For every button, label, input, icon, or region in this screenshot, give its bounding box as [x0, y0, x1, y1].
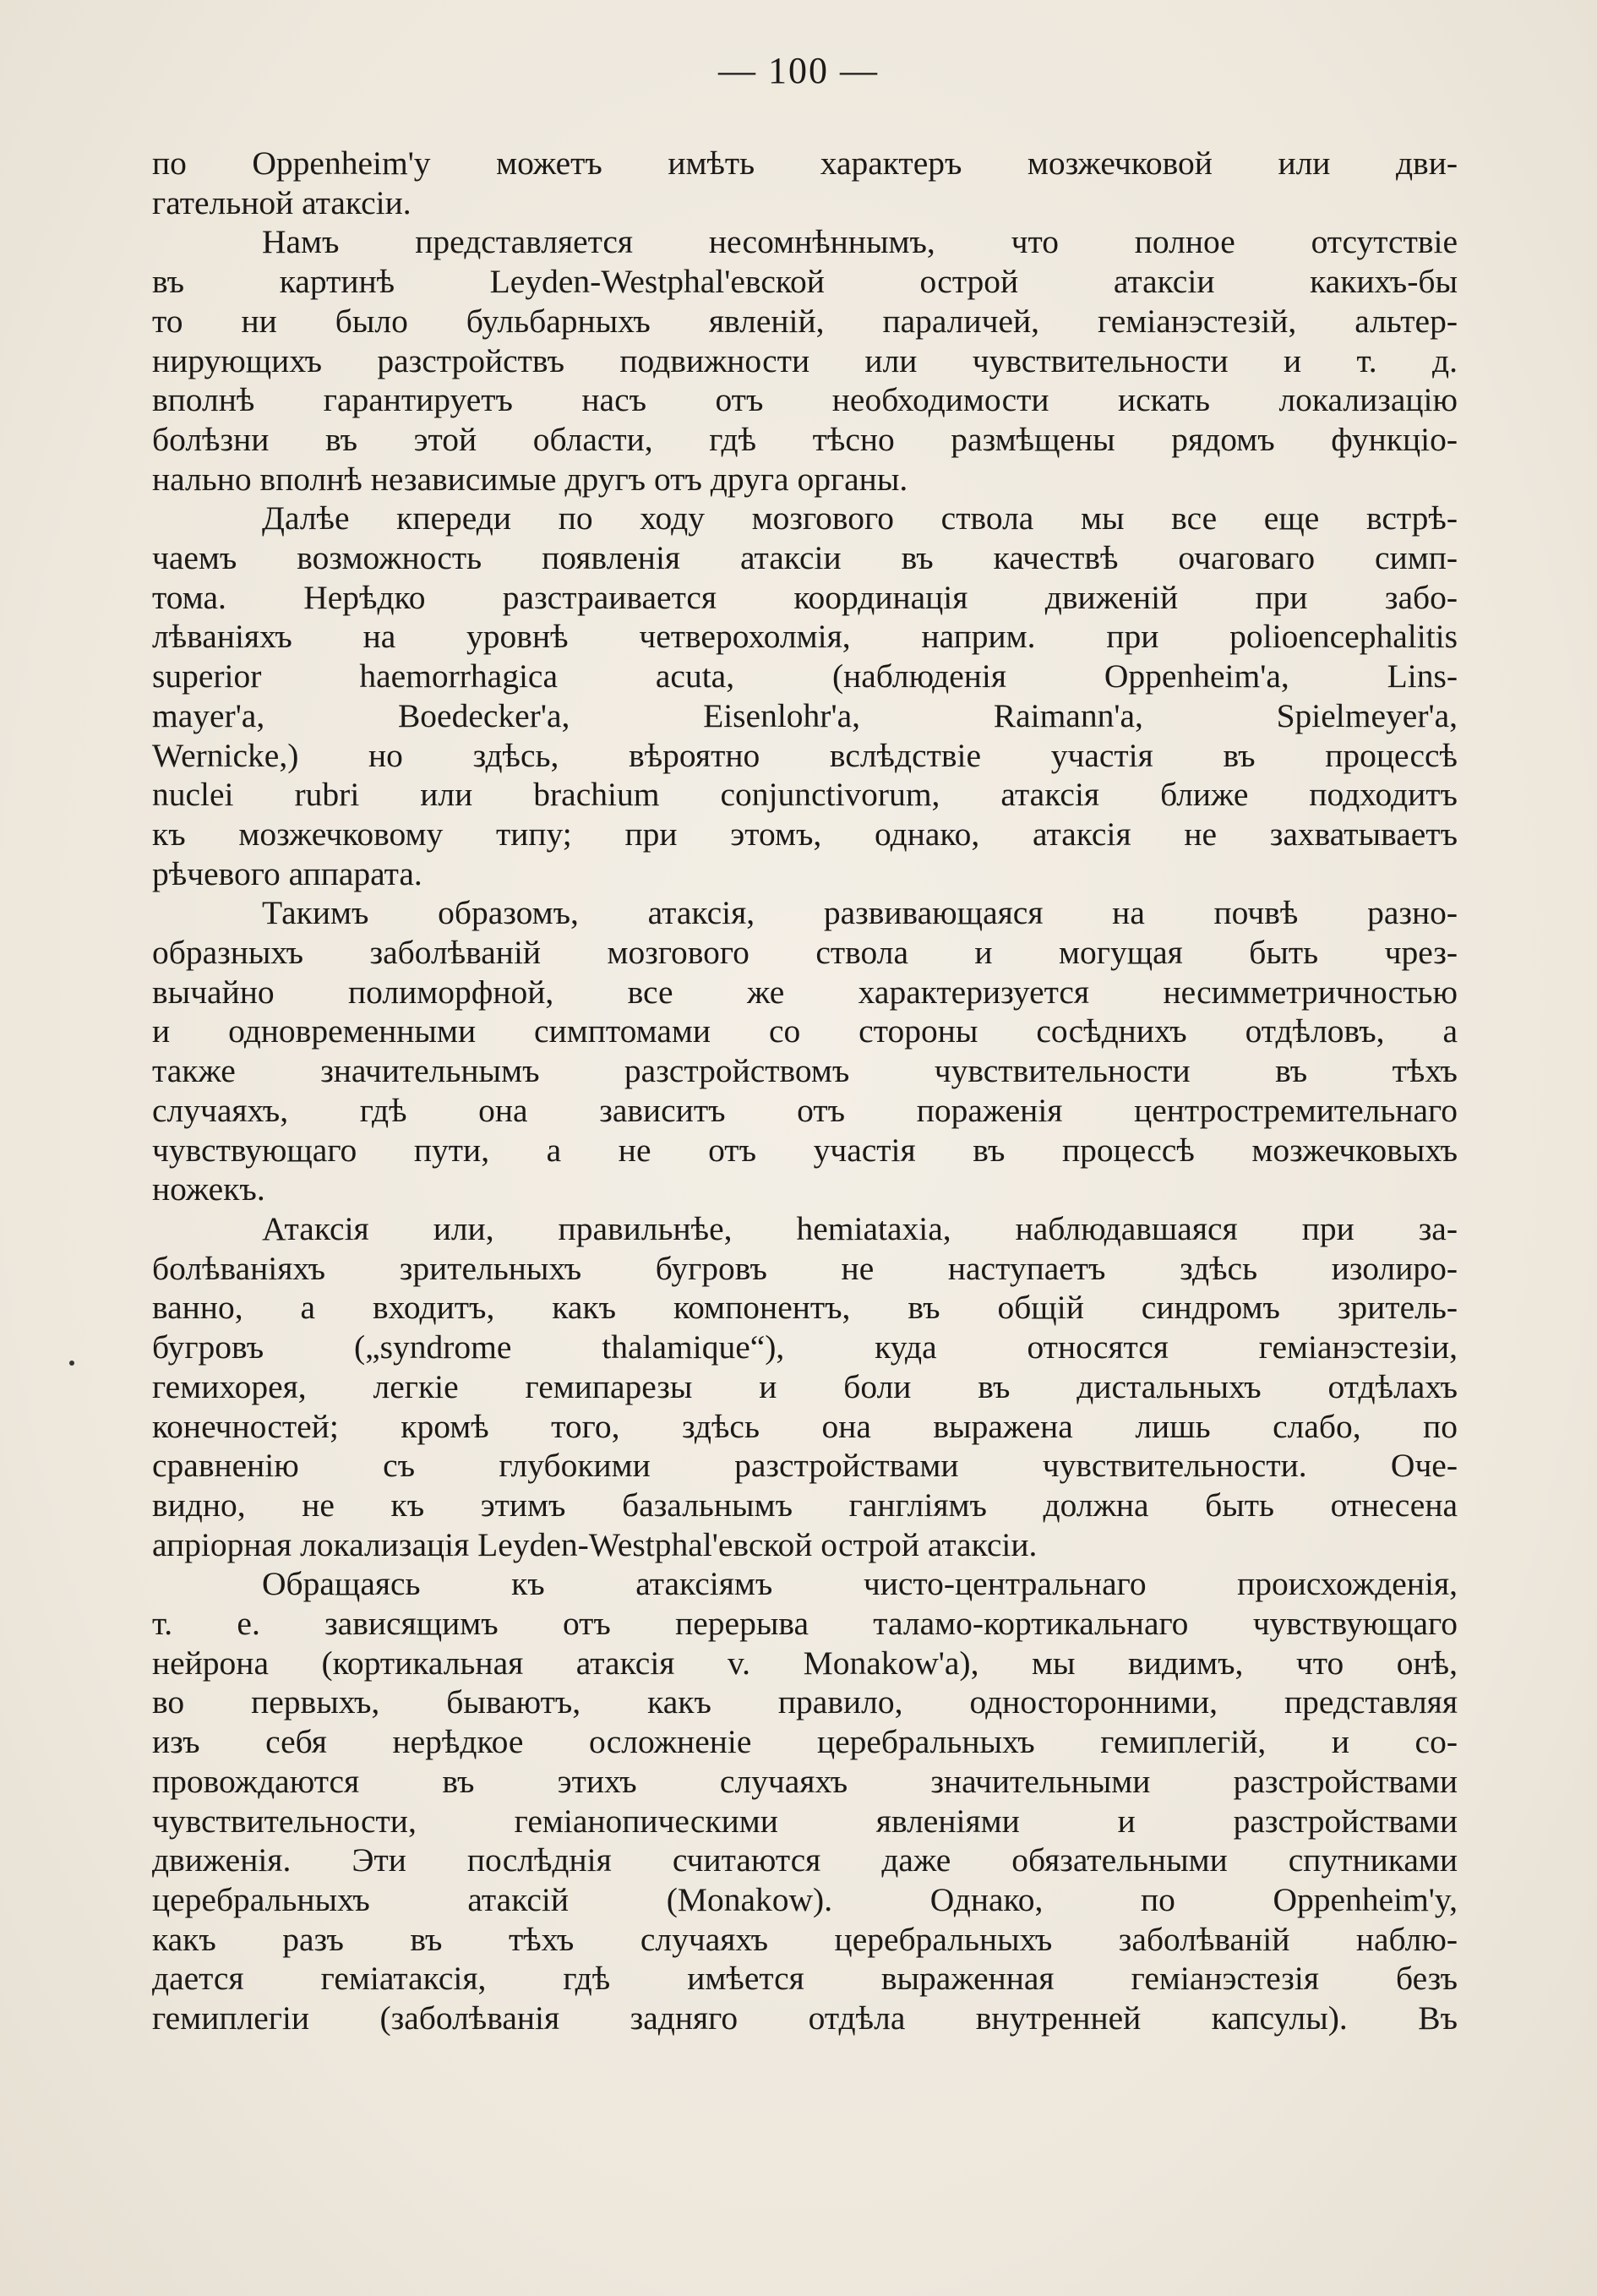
text-line: также значительнымъ разстройствомъ чувствительности въ тѣхъ	[152, 1052, 1458, 1090]
text-line: болѣваніяхъ зрительныхъ бугровъ не наступаетъ здѣсь изолиро-	[152, 1249, 1458, 1287]
text-line: чувствующаго пути, а не отъ участія въ процессѣ мозжечковыхъ	[152, 1131, 1458, 1169]
text-line: nuclei rubri или brachium conjunctivorum, атаксія ближе подходитъ	[152, 776, 1458, 814]
text-line: нирующихъ разстройствъ подвижности или чувствительности и т. д.	[152, 341, 1458, 379]
text-line: гательной атаксіи.	[152, 183, 412, 221]
text-line: рѣчевого аппарата.	[152, 854, 422, 892]
text-line: случаяхъ, гдѣ она зависитъ отъ пораженія центростремительнаго	[152, 1091, 1458, 1129]
text-line: и одновременными симптомами со стороны сосѣднихъ отдѣловъ, а	[152, 1012, 1458, 1050]
text-line: провождаются въ этихъ случаяхъ значительными разстройствами	[152, 1762, 1458, 1800]
text-line: движенія. Эти послѣднія считаются даже обязательными спутниками	[152, 1841, 1458, 1879]
text-line: къ мозжечковому типу; при этомъ, однако, атаксія не захватываетъ	[152, 815, 1458, 853]
page-number: — 100 —	[718, 50, 879, 91]
print-speck	[69, 1361, 74, 1366]
text-line: чаемъ возможность появленія атаксіи въ качествѣ очаговаго симп-	[152, 539, 1458, 577]
text-line: т. е. зависящимъ отъ перерыва таламо-кортикальнаго чувствующаго	[152, 1605, 1458, 1643]
text-line: изъ себя нерѣдкое осложненіе церебральныхъ гемиплегій, и со-	[152, 1723, 1458, 1761]
text-line: то ни было бульбарныхъ явленій, параличей, геміанэстезій, альтер-	[152, 302, 1458, 340]
text-line: образныхъ заболѣваній мозгового ствола и могущая быть чрез-	[152, 934, 1458, 972]
text-line: лѣваніяхъ на уровнѣ четверохолмія, наприм. при polioencephalitis	[152, 618, 1458, 656]
text-line: гемихорея, легкіе гемипарезы и боли въ дистальныхъ отдѣлахъ	[152, 1367, 1458, 1405]
text-line: Обращаясь къ атаксіямъ чисто-центральнаго происхожденія,	[262, 1565, 1458, 1603]
text-line: нально вполнѣ независимые другъ отъ друга органы.	[152, 460, 908, 498]
text-line: ванно, а входитъ, какъ компонентъ, въ общій синдромъ зритель-	[152, 1289, 1458, 1327]
text-line: ножекъ.	[152, 1170, 265, 1208]
text-line: нейрона (кортикальная атаксія v. Monakow'a), мы видимъ, что онѣ,	[152, 1644, 1458, 1682]
text-line: по Oppenheim'y можетъ имѣть характеръ мозжечковой или дви-	[152, 145, 1458, 182]
text-line: Намъ представляется несомнѣннымъ, что полное отсутствіе	[262, 223, 1458, 261]
body-text	[152, 144, 1458, 2038]
text-line: Такимъ образомъ, атаксія, развивающаяся на почвѣ разно-	[262, 894, 1458, 932]
text-line: болѣзни въ этой области, гдѣ тѣсно размѣщены рядомъ функціо-	[152, 420, 1458, 458]
text-line: гемиплегіи (заболѣванія задняго отдѣла внутренней капсулы). Въ	[152, 1999, 1458, 2037]
text-line: видно, не къ этимъ базальнымъ гангліямъ должна быть отнесена	[152, 1486, 1458, 1524]
text-line: superior haemorrhagica acuta, (наблюденія Oppenheim'a, Lins-	[152, 657, 1458, 695]
text-line: во первыхъ, бываютъ, какъ правило, односторонними, представляя	[152, 1683, 1458, 1721]
text-line: вполнѣ гарантируетъ насъ отъ необходимости искать локализацію	[152, 381, 1458, 419]
text-line: апріорная локализація Leyden-Westphal'евской острой атаксіи.	[152, 1525, 1038, 1563]
text-line: конечностей; кромѣ того, здѣсь она выражена лишь слабо, по	[152, 1407, 1458, 1445]
text-line: Wernicke,) но здѣсь, вѣроятно вслѣдствіе участія въ процессѣ	[152, 736, 1458, 774]
text-line: вычайно полиморфной, все же характеризуется несимметричностью	[152, 973, 1458, 1011]
text-line: какъ разъ въ тѣхъ случаяхъ церебральныхъ заболѣваній наблю-	[152, 1920, 1458, 1958]
text-line: Далѣе кпереди по ходу мозгового ствола мы все еще встрѣ-	[262, 499, 1458, 537]
text-line: въ картинѣ Leyden-Westphal'евской острой атаксіи какихъ-бы	[152, 263, 1458, 301]
text-line: Атаксія или, правильнѣе, hemiataxia, наблюдавшаяся при за-	[262, 1209, 1458, 1247]
text-line: тома. Нерѣдко разстраивается координація движеній при забо-	[152, 578, 1458, 616]
text-line: бугровъ („syndrome thalamique“), куда относятся геміанэстезіи,	[152, 1328, 1458, 1366]
text-line: чувствительности, геміанопическими явленіями и разстройствами	[152, 1802, 1458, 1840]
text-line: дается геміатаксія, гдѣ имѣется выраженная геміанэстезія безъ	[152, 1960, 1458, 1998]
text-line: церебральныхъ атаксій (Monakow). Однако, по Oppenheim'y,	[152, 1880, 1458, 1918]
text-line: сравненію съ глубокими разстройствами чувствительности. Оче-	[152, 1447, 1458, 1485]
text-line: mayer'a, Boedecker'a, Eisenlohr'a, Raimann'a, Spielmeyer'a,	[152, 696, 1458, 734]
